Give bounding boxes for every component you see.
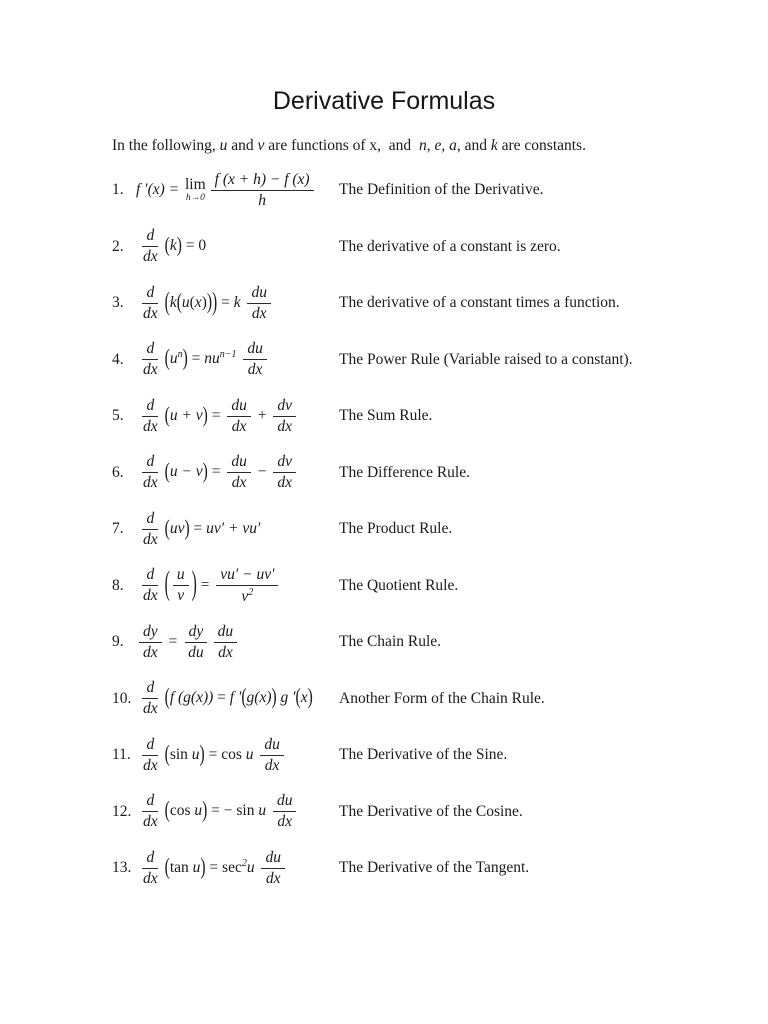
formula-description: The Derivative of the Sine. <box>339 746 508 764</box>
formula-number: 7. <box>112 520 124 538</box>
formula-row <box>112 558 744 615</box>
formula-number: 10. <box>112 689 132 707</box>
formula-row <box>112 219 744 276</box>
formula-number: 3. <box>112 294 124 312</box>
formula-number: 9. <box>112 633 124 651</box>
formula-description: The Derivative of the Tangent. <box>339 859 530 877</box>
formula-description: Another Form of the Chain Rule. <box>339 689 545 707</box>
formula-math: $\frac{d}{dx}$ (tan $u) = \sec^2u$ $\frac{du}{dx}$ <box>136 849 338 888</box>
formula-description: The Product Rule. <box>339 520 453 538</box>
formula-row <box>112 275 744 332</box>
formula-list <box>112 162 744 897</box>
formula-row <box>112 784 744 841</box>
formula-number: 8. <box>112 576 124 594</box>
formula-number: 13. <box>112 859 132 877</box>
formula-math: $\frac{d}{dx}$ (k) = 0 <box>143 227 207 266</box>
formula-math: $\frac{d}{dx}$ (u − v) = $\frac{du}{dx}$ − $\frac{dv}{dx}$ <box>136 453 338 492</box>
formula-math: $\frac{d}{dx}$ ( $\frac{u}{v}$ ) = $\frac{vu' - uv'}{v^2}$ <box>136 566 338 606</box>
formula-row <box>112 162 744 219</box>
intro-text: In the following, u and v are functions of x, and n, e, a, and k are constants. <box>112 137 586 154</box>
formula-description: The Derivative of the Cosine. <box>339 802 523 820</box>
formula-description: The Chain Rule. <box>339 633 442 651</box>
formula-description: The Difference Rule. <box>339 463 470 481</box>
formula-math: f ′(x) = lim h→0 $\frac{f (x + h) - f (x)}{h}$ <box>136 171 338 210</box>
formula-math: $\frac{d}{dx}$ $(u^n) = nu^{n-1}$ $\frac{du}{dx}$ <box>136 340 338 379</box>
formula-number: 6. <box>112 463 124 481</box>
formula-description: The Sum Rule. <box>339 407 433 425</box>
formula-row <box>112 840 744 897</box>
formula-description: The Power Rule (Variable raised to a constant). <box>339 350 633 368</box>
formula-math: $\frac{d}{dx}$ (sin u) = cos u $\frac{du}{dx}$ <box>136 736 338 775</box>
formula-number: 2. <box>112 237 124 255</box>
formula-number: 5. <box>112 407 124 425</box>
formula-row <box>112 501 744 558</box>
formula-row <box>112 727 744 784</box>
formula-math: $\frac{dy}{dx}$ = $\frac{dy}{du}$ $\frac{du}{dx}$ <box>136 623 338 662</box>
formula-row <box>112 671 744 728</box>
formula-row <box>112 388 744 445</box>
formula-math: $\frac{d}{dx}$ (f (g(x)) = f ′(g(x)) g ′(x) <box>143 679 313 718</box>
formula-math: $\frac{d}{dx}$ (cos u) = − sin u $\frac{du}{dx}$ <box>136 792 338 831</box>
formula-math: $\frac{d}{dx}$ (u + v) = $\frac{du}{dx}$ + $\frac{dv}{dx}$ <box>136 397 338 436</box>
formula-row <box>112 332 744 389</box>
formula-description: The Quotient Rule. <box>339 576 459 594</box>
formula-number: 4. <box>112 350 124 368</box>
formula-description: The derivative of a constant times a function. <box>339 294 620 312</box>
formula-number: 12. <box>112 802 132 820</box>
formula-math: $\frac{d}{dx}$ (uv) = uv′ + vu′ <box>143 509 261 548</box>
formula-number: 11. <box>112 746 131 764</box>
formula-number: 1. <box>112 181 124 199</box>
formula-description: The derivative of a constant is zero. <box>339 237 561 255</box>
formula-description: The Definition of the Derivative. <box>339 181 544 199</box>
formula-row <box>112 614 744 671</box>
formula-row <box>112 445 744 502</box>
formula-math: $\frac{d}{dx}$ (k(u(x))) = k $\frac{du}{dx}$ <box>136 284 338 323</box>
page-title: Derivative Formulas <box>272 87 496 115</box>
